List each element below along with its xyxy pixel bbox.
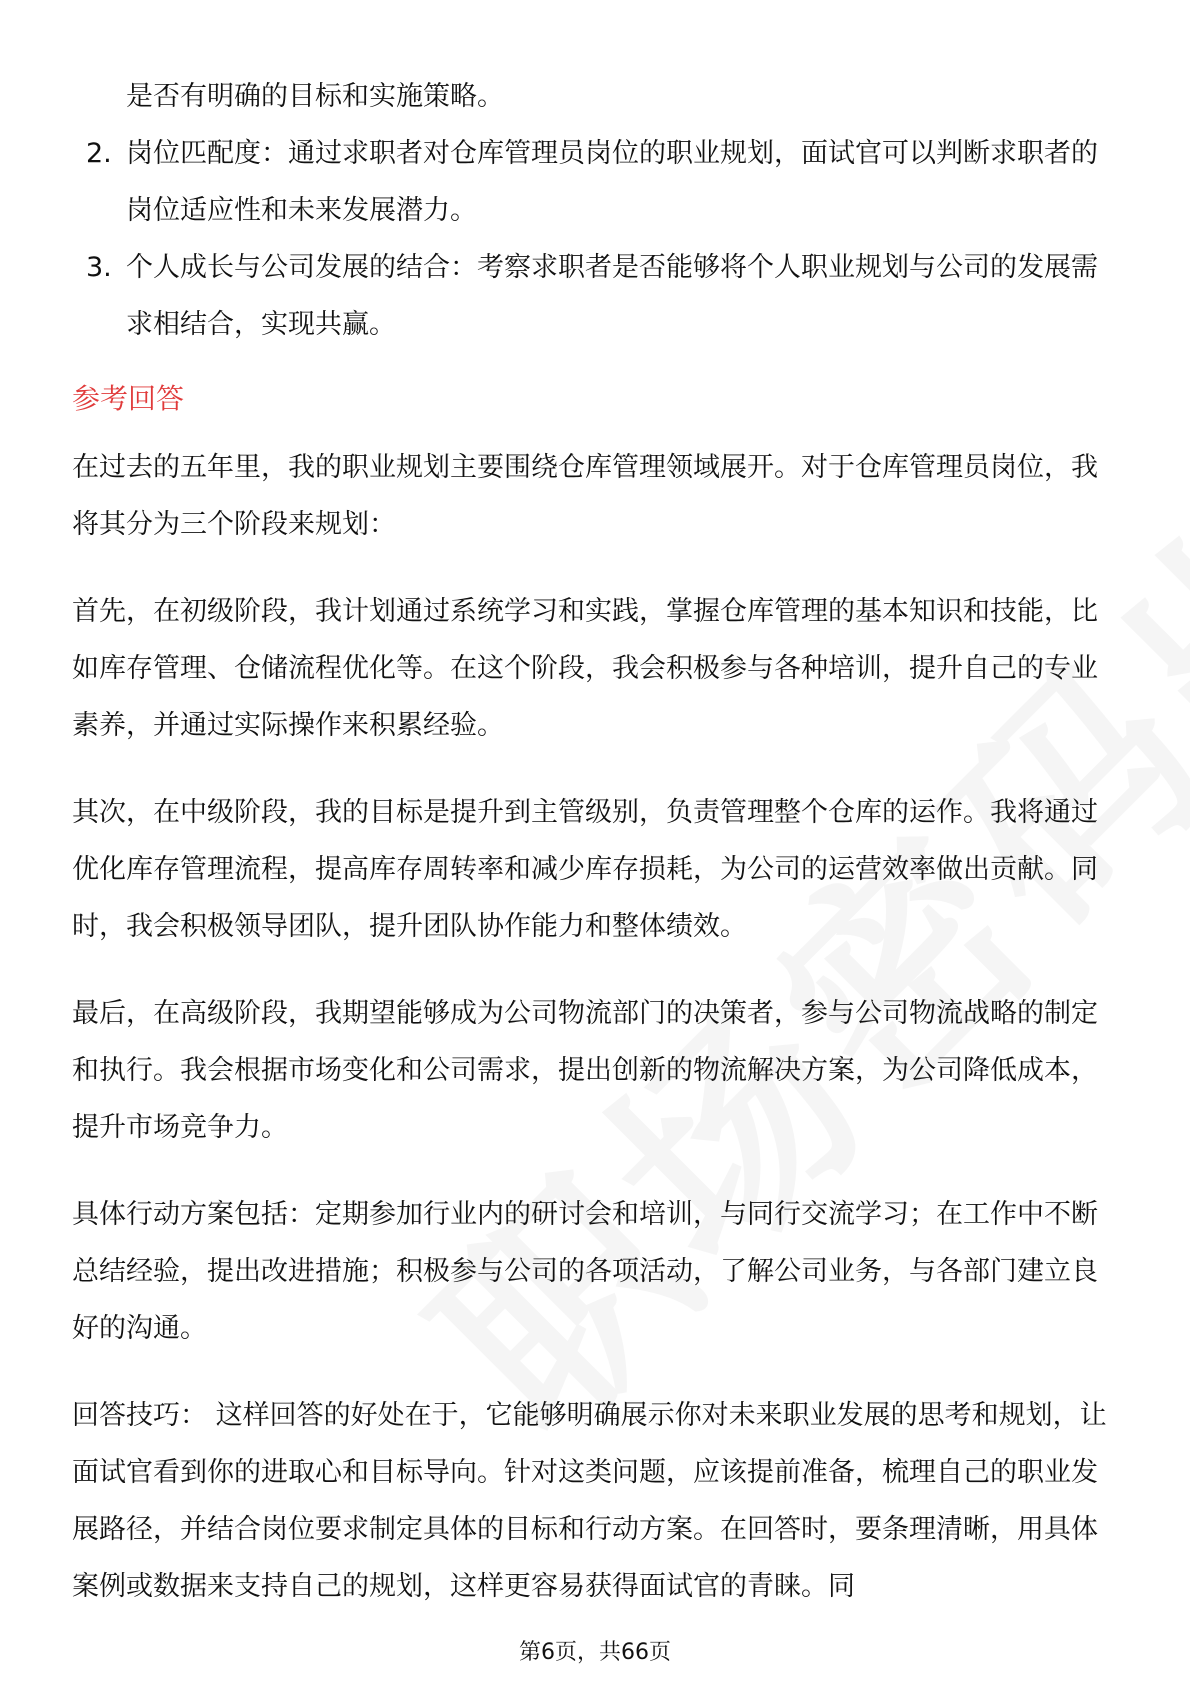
list-item-continuation: 是否有明确的目标和实施策略。 xyxy=(126,81,504,112)
list-item-number: 2. xyxy=(86,138,112,169)
page-number: 第6页，共66页 xyxy=(519,1640,671,1665)
answer-tips-paragraph: 回答技巧： 这样回答的好处在于，它能够明确展示你对未来职业发展的思考和规划，让面试官看到你的进取心和目标导向。针对这类问题，应该提前准备，梳理自己的职业发展路径，并结合岗位要求制定具体的目标和行动方案。在回答时，要条理清晰，用具体案例或数据来支持自己的规划，这样更容易获得面试官的青睐。同 xyxy=(72,1400,1107,1602)
list-item xyxy=(72,239,1118,353)
evaluation-points-list xyxy=(72,125,1118,353)
answer-paragraph: 在过去的五年里，我的职业规划主要围绕仓库管理领域展开。对于仓库管理员岗位，我将其分为三个阶段来规划： xyxy=(72,452,1098,540)
list-item-text: 个人成长与公司发展的结合：考察求职者是否能够将个人职业规划与公司的发展需求相结合，实现共赢。 xyxy=(126,252,1098,340)
page-content xyxy=(72,68,1118,1645)
section-heading: 参考回答 xyxy=(72,382,185,415)
list-item xyxy=(72,125,1118,239)
answer-paragraph: 最后，在高级阶段，我期望能够成为公司物流部门的决策者，参与公司物流战略的制定和执行。我会根据市场变化和公司需求，提出创新的物流解决方案，为公司降低成本，提升市场竞争力。 xyxy=(72,998,1098,1143)
list-item-number: 3. xyxy=(86,252,112,283)
answer-paragraph: 具体行动方案包括：定期参加行业内的研讨会和培训，与同行交流学习；在工作中不断总结经验，提出改进措施；积极参与公司的各项活动，了解公司业务，与各部门建立良好的沟通。 xyxy=(72,1199,1098,1344)
answer-paragraph: 首先，在初级阶段，我计划通过系统学习和实践，掌握仓库管理的基本知识和技能，比如库存管理、仓储流程优化等。在这个阶段，我会积极参与各种培训，提升自己的专业素养，并通过实际操作来积累经验。 xyxy=(72,596,1098,741)
answer-paragraph: 其次，在中级阶段，我的目标是提升到主管级别，负责管理整个仓库的运作。我将通过优化库存管理流程，提高库存周转率和减少库存损耗，为公司的运营效率做出贡献。同时，我会积极领导团队，提升团队协作能力和整体绩效。 xyxy=(72,797,1098,942)
list-item-text: 岗位匹配度：通过求职者对仓库管理员岗位的职业规划，面试官可以判断求职者的岗位适应性和未来发展潜力。 xyxy=(126,138,1098,226)
